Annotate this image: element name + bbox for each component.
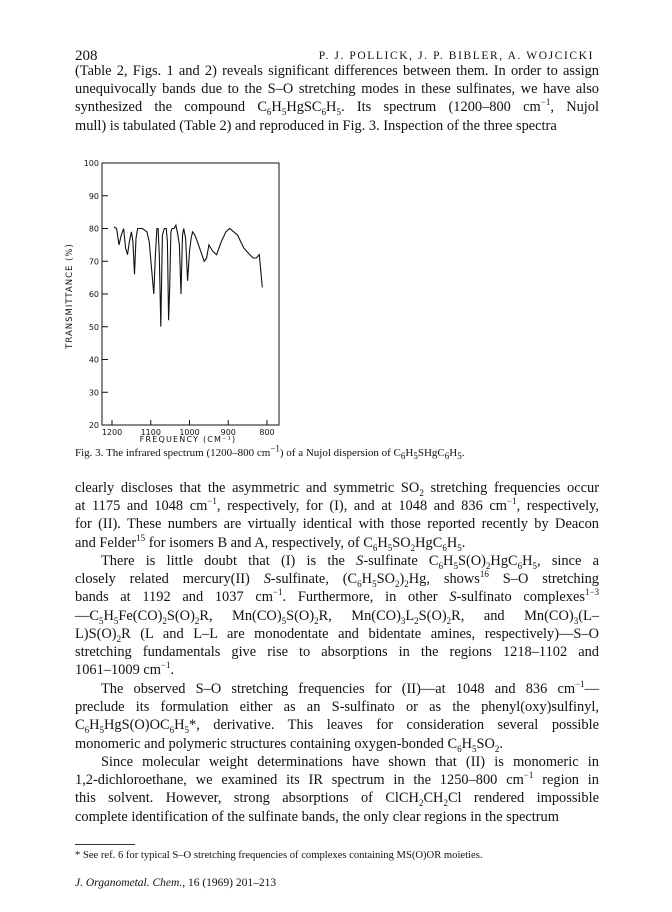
x-tick-label: 1100 bbox=[140, 428, 161, 437]
journal-citation bbox=[75, 877, 276, 889]
text-line: at 1175 and 1048 $cm^{-1}$, respectively, for (I), and at 1048 and 836 $cm^{-1}$, respectively, bbox=[75, 496, 599, 515]
text-line: clearly discloses that the asymmetric and symmetric $SO_2$ stretching frequencies occur bbox=[75, 480, 599, 498]
text-line: $—C_5H_5Fe(CO)_2S(O)_2R$, $Mn(CO)_5S(O)_2R$, $Mn(CO)_3L_2S(O)_2R$, and $Mn(CO)_3(L-$ bbox=[75, 607, 599, 626]
x-axis-label: FREQUENCY (CM⁻¹) bbox=[139, 435, 237, 444]
y-tick-label: 40 bbox=[88, 355, 99, 365]
y-axis-label: TRANSMITTANCE (%) bbox=[65, 243, 75, 349]
journal-volume: 16 (1969) 201–213 bbox=[187, 877, 277, 889]
y-tick-label: 50 bbox=[88, 322, 99, 332]
sulfinate-paragraph bbox=[75, 552, 599, 679]
x-tick-label: 1200 bbox=[101, 428, 123, 437]
footnote: * See ref. 6 for typical S–O stretching frequencies of complexes containing MS(O)OR moieties. bbox=[75, 850, 483, 861]
page-number: 208 bbox=[75, 48, 98, 64]
text-line: monomeric and polymeric structures containing oxygen-bonded $C_6H_5SO_2$. bbox=[75, 735, 503, 754]
text-line: $L)S(O)_2R$ (L and L–L are monodentate and bidentate amines, respectively)—S–O bbox=[75, 625, 599, 644]
text-line: stretching fundamentals give rise to absorptions in the regions 1218–1102 and bbox=[75, 644, 599, 661]
text-line: $C_6H_5HgS(O)OC_6H_5*$, derivative. This leaves for consideration several possible bbox=[75, 717, 599, 736]
text-line: preclude its formulation either as an S-sulfinato or as the phenyl(oxy)sulfinyl, bbox=[75, 699, 599, 716]
ir-spectrum-chart bbox=[60, 150, 300, 445]
text-line: unequivocally bands due to the S–O stretching modes in these sulfinates, we have also bbox=[75, 81, 599, 98]
y-tick-label: 60 bbox=[88, 290, 99, 299]
figure-caption: Fig. 3. The infrared spectrum (1200–800 $cm^{-1}$) of a Nujol dispersion of $C_6H_5SHgC_6H_5$. bbox=[75, 443, 465, 462]
text-line: this solvent. However, strong absorptions of $ClCH_2CH_2Cl$ rendered impossible bbox=[75, 790, 599, 809]
discussion-paragraph bbox=[75, 479, 599, 552]
spectrum-trace bbox=[114, 225, 262, 327]
y-tick-label: 80 bbox=[88, 224, 99, 234]
solvent-paragraph bbox=[75, 753, 599, 826]
text-line: and Felder$^{15}$ for isomers B and A, respectively, of $C_6H_5SO_2HgC_6H_5$. bbox=[75, 532, 466, 553]
text-line: 1,2-dichloroethane, we examined its IR spectrum in the 1250–800 $cm^{-1}$ region in bbox=[75, 770, 600, 789]
text-line: synthesized the compound $C_6H_5HgSC_6H_5$. Its spectrum (1200–800 $cm^{-1}$, Nujol bbox=[75, 97, 599, 118]
text-line: The observed S–O stretching frequencies for (II)—at 1048 and 836 $cm^{-1}—$ bbox=[101, 679, 599, 697]
x-tick-label: 1000 bbox=[179, 428, 200, 437]
text-line: for (II). These numbers are virtually identical with those reported recently by Deacon bbox=[75, 516, 599, 533]
text-line: There is little doubt that (I) is the S-sulfinate $C_6H_5S(O)_2HgC_6H_5$, since a bbox=[101, 553, 599, 571]
footnote-rule bbox=[75, 844, 135, 845]
text-line: 1061–1009 $cm^{-1}$. bbox=[75, 660, 175, 679]
y-tick-label: 30 bbox=[88, 388, 99, 398]
x-tick-label: 800 bbox=[259, 428, 275, 437]
text-line: closely related mercury(II) S-sulfinate, $(C_6H_5SO_2)_2Hg$, shows$^{16}$ S–O stretching bbox=[75, 569, 599, 590]
text-line: Since molecular weight determinations have shown that (II) is monomeric in bbox=[101, 754, 599, 770]
journal-name: J. Organometal. Chem., bbox=[75, 877, 186, 889]
plot-frame bbox=[102, 163, 279, 425]
text-line: mull) is tabulated (Table 2) and reproduced in Fig. 3. Inspection of the three spectra bbox=[75, 117, 557, 134]
y-tick-label: 20 bbox=[88, 421, 99, 430]
y-tick-label: 100 bbox=[83, 159, 99, 168]
text-line: bands at 1192 and 1037 $cm^{-1}$. Furthermore, in other S-sulfinato complexes$^{1-3}$ bbox=[75, 587, 600, 606]
intro-paragraph bbox=[75, 62, 599, 135]
text-line: complete identification of the sulfinate bands, the only clear regions in the spectrum bbox=[75, 808, 559, 825]
y-tick-label: 90 bbox=[88, 191, 99, 201]
frequencies-paragraph bbox=[75, 680, 599, 753]
y-tick-label: 70 bbox=[88, 257, 99, 267]
x-tick-label: 900 bbox=[220, 428, 236, 437]
text-line: (Table 2, Figs. 1 and 2) reveals significant differences between them. In order to assign bbox=[75, 63, 599, 79]
running-header-authors: P. J. POLLICK, J. P. BIBLER, A. WOJCICKI bbox=[318, 50, 594, 62]
